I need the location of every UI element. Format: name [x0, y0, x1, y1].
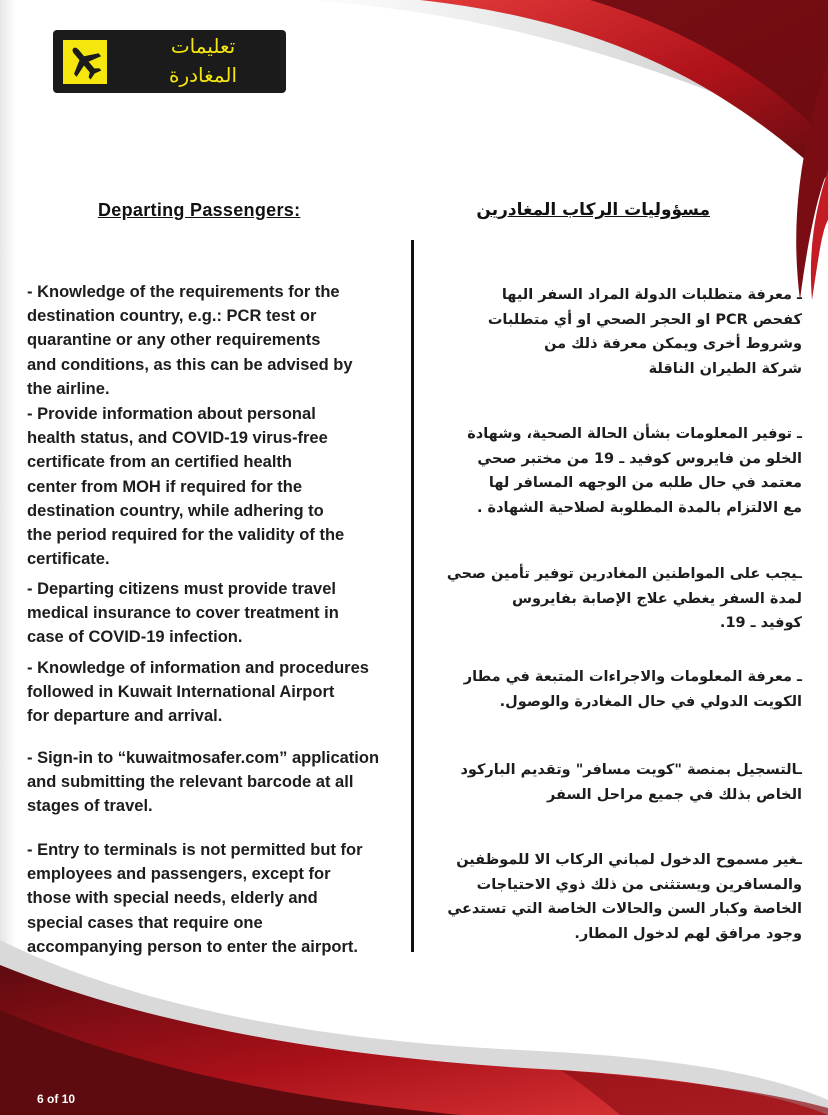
- arabic-item-2: [402, 422, 802, 520]
- english-item-5-line-3: stages of travel.: [27, 797, 153, 816]
- english-item-3-line-2: medical insurance to cover treatment in: [27, 604, 339, 623]
- arabic-item-5-line-1: ـالتسجيل بمنصة "كويت مسافر" وتقديم الباركود: [460, 762, 802, 778]
- english-item-2-line-6: the period required for the validity of the: [27, 526, 345, 545]
- departure-instructions-badge: [53, 30, 286, 93]
- english-item-2-line-3: certificate from an certified health: [27, 453, 292, 472]
- arabic-item-2-line-3: معتمد في حال طلبه من الوجهه المسافر لها: [488, 475, 802, 491]
- arabic-heading: مسؤوليات الركاب المغادرين: [476, 200, 710, 220]
- english-item-4: [27, 656, 427, 729]
- arabic-item-6: [402, 848, 802, 946]
- arabic-item-6-line-4: وجود مرافق لهم لدخول المطار.: [574, 925, 802, 942]
- arabic-item-6-line-1: ـغير مسموح الدخول لمباني الركاب الا للموظفين: [456, 852, 802, 868]
- arabic-item-4: [402, 665, 802, 714]
- arabic-item-1-line-3: وشروط أخرى ويمكن معرفة ذلك من: [544, 336, 802, 352]
- arabic-item-1: [402, 283, 802, 381]
- arabic-item-1-line-2: كفحص PCR او الحجر الصحي او أي متطلبات: [487, 311, 802, 328]
- english-item-6-line-4: special cases that require one: [27, 913, 263, 932]
- english-item-1-line-4: and conditions, as this can be advised by: [27, 355, 353, 374]
- arabic-item-3-line-2: لمدة السفر يغطي علاج الإصابة بفايروس: [511, 590, 802, 607]
- arabic-item-2-line-2: الخلو من فايروس كوفيد ـ 19 من مختبر صحي: [477, 450, 802, 467]
- english-item-3-line-1: - Departing citizens must provide travel: [27, 580, 336, 598]
- arabic-item-4-line-2: الكويت الدولي في حال المغادرة والوصول.: [499, 693, 802, 710]
- badge-title-line1: تعليمات: [170, 34, 236, 58]
- english-item-6: [27, 838, 427, 959]
- page-number: 6 of 10: [37, 1092, 76, 1106]
- english-item-2-line-7: certificate.: [27, 550, 110, 569]
- english-item-6-line-1: - Entry to terminals is not permitted but for: [27, 841, 363, 859]
- badge-title-line2: المغادرة: [169, 63, 237, 87]
- arabic-item-5: [402, 758, 802, 807]
- english-item-4-line-1: - Knowledge of information and procedures: [27, 659, 369, 677]
- english-item-5-line-2: and submitting the relevant barcode at all: [27, 773, 354, 792]
- english-item-2-line-5: destination country, while adhering to: [27, 501, 324, 520]
- english-item-6-line-3: those with special needs, elderly and: [27, 889, 318, 908]
- english-item-5: [27, 746, 427, 819]
- arabic-item-6-line-3: الخاصة وكبار السن والحالات الخاصة التي تستدعي: [447, 901, 802, 917]
- arabic-item-5-line-2: الخاص بذلك في جميع مراحل السفر: [547, 786, 802, 803]
- badge-title: [128, 32, 278, 90]
- english-item-1-line-5: the airline.: [27, 379, 110, 398]
- english-item-6-line-2: employees and passengers, except for: [27, 865, 331, 884]
- english-item-5-line-1: - Sign-in to “kuwaitmosafer.com” application: [27, 749, 380, 767]
- english-item-6-line-5: accompanying person to enter the airport.: [27, 937, 358, 956]
- english-item-3: [27, 577, 427, 650]
- english-heading: Departing Passengers:: [98, 200, 301, 220]
- arabic-item-3-line-3: كوفيد ـ 19.: [719, 615, 802, 631]
- english-item-1-line-3: quarantine or any other requirements: [27, 331, 321, 350]
- english-item-4-line-3: for departure and arrival.: [27, 707, 223, 726]
- arabic-item-6-line-2: والمسافرين ويستثنى من ذلك ذوي الاحتياجات: [476, 876, 802, 893]
- english-item-2-line-1: - Provide information about personal: [27, 405, 316, 423]
- arabic-item-1-line-4: شركة الطيران الناقلة: [648, 360, 802, 377]
- english-item-1-line-1: - Knowledge of the requirements for the: [27, 283, 340, 301]
- english-item-3-line-3: case of COVID-19 infection.: [27, 628, 243, 647]
- arabic-item-2-line-4: مع الالتزام بالمدة المطلوبة لصلاحية الشهادة .: [476, 499, 802, 516]
- arabic-item-3-line-1: ـيجب على المواطنين المغادرين توفير تأمين صحي: [446, 566, 802, 582]
- english-item-2-line-4: center from MOH if required for the: [27, 477, 303, 496]
- english-item-4-line-2: followed in Kuwait International Airport: [27, 683, 335, 702]
- arabic-item-1-line-1: ـ معرفة متطلبات الدولة المراد السفر اليها: [501, 287, 802, 303]
- airplane-icon: [63, 40, 107, 84]
- english-item-1-line-2: destination country, e.g.: PCR test or: [27, 307, 317, 326]
- arabic-item-2-line-1: ـ توفير المعلومات بشأن الحالة الصحية، وشهادة: [467, 426, 802, 442]
- arabic-item-3: [402, 562, 802, 636]
- english-item-1: [27, 280, 427, 401]
- english-item-2-line-2: health status, and COVID-19 virus-free: [27, 429, 328, 448]
- english-item-2: [27, 402, 427, 571]
- arabic-item-4-line-1: ـ معرفة المعلومات والاجراءات المتبعة في مطار: [463, 669, 802, 685]
